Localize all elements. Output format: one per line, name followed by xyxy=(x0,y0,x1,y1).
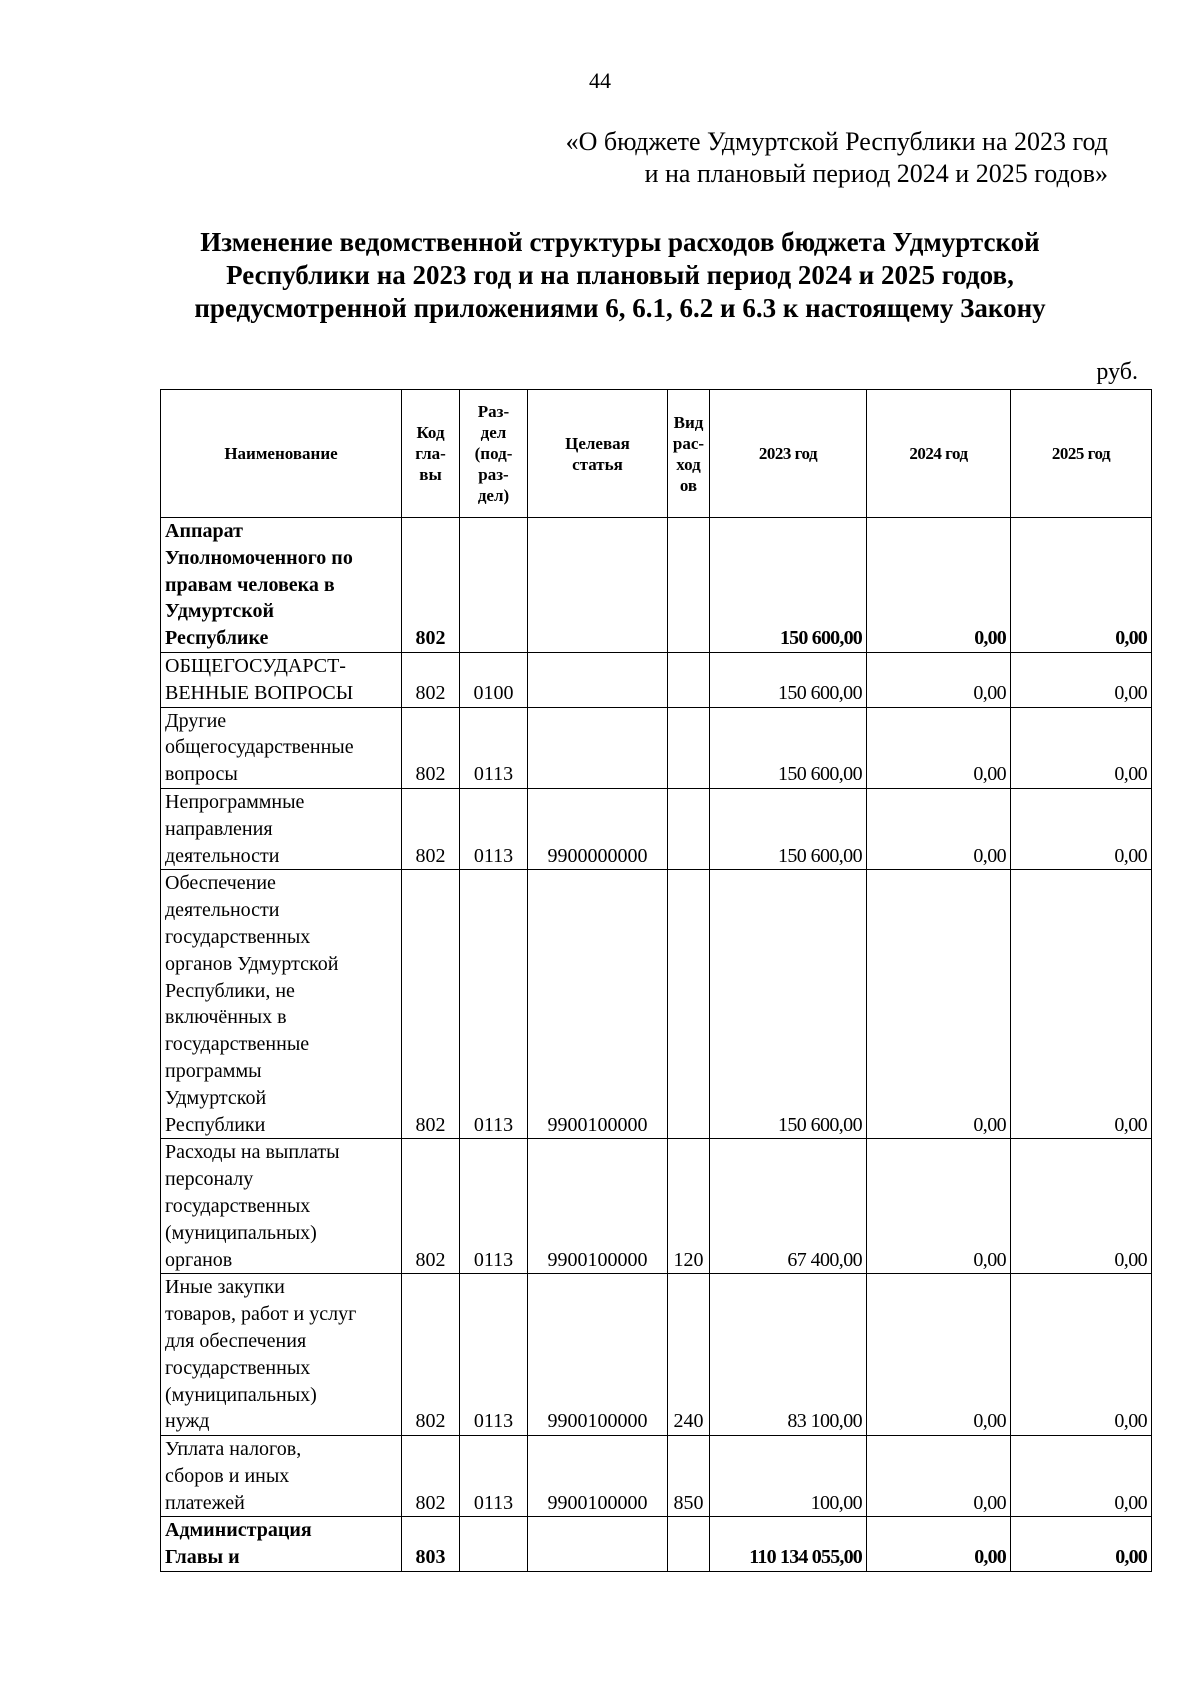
cell-target-article xyxy=(528,518,668,653)
table-row xyxy=(161,1139,1152,1274)
cell-amount-2025: 0,00 xyxy=(1011,788,1152,869)
cell-target-article: 9900000000 xyxy=(528,788,668,869)
cell-amount-2023: 110 134 055,00 xyxy=(710,1517,867,1572)
cell-amount-2025: 0,00 xyxy=(1011,707,1152,788)
cell-amount-2025: 0,00 xyxy=(1011,1274,1152,1436)
cell-expense-type xyxy=(668,870,710,1139)
cell-name-line: (муниципальных) xyxy=(165,1383,317,1406)
cell-amount-2023: 150 600,00 xyxy=(710,652,867,707)
budget-table xyxy=(160,389,1152,1572)
cell-name-line: деятельности xyxy=(165,844,280,867)
table-row xyxy=(161,870,1152,1139)
cell-chapter-code: 802 xyxy=(402,1436,460,1517)
table-row xyxy=(161,1517,1152,1572)
table-row xyxy=(161,652,1152,707)
cell-amount-2024: 0,00 xyxy=(867,788,1011,869)
cell-section: 0100 xyxy=(460,652,528,707)
cell-name-line: ОБЩЕГОСУДАРСТ- xyxy=(165,654,346,677)
document-title-line-2: Республики на 2023 год и на плановый период 2024 и 2025 годов, xyxy=(226,260,1014,290)
cell-chapter-code: 802 xyxy=(402,1139,460,1274)
table-header-row xyxy=(161,390,1152,518)
cell-name-line: общегосударственные xyxy=(165,736,354,759)
cell-expense-type: 120 xyxy=(668,1139,710,1274)
table-row xyxy=(161,788,1152,869)
cell-name xyxy=(161,1436,402,1517)
cell-target-article: 9900100000 xyxy=(528,1274,668,1436)
cell-amount-2023: 67 400,00 xyxy=(710,1139,867,1274)
law-reference xyxy=(408,126,1108,190)
cell-name-line: Другие xyxy=(165,709,227,732)
cell-chapter-code: 802 xyxy=(402,1274,460,1436)
cell-name-line: государственных xyxy=(165,925,311,948)
cell-amount-2025: 0,00 xyxy=(1011,1436,1152,1517)
cell-section: 0113 xyxy=(460,707,528,788)
cell-target-article: 9900100000 xyxy=(528,1436,668,1517)
cell-amount-2023: 150 600,00 xyxy=(710,518,867,653)
cell-name-line: включённых в xyxy=(165,1006,287,1029)
cell-section: 0113 xyxy=(460,870,528,1139)
cell-name-line: Республике xyxy=(165,627,269,650)
header-name: Наименование xyxy=(161,390,402,518)
cell-amount-2023: 150 600,00 xyxy=(710,707,867,788)
cell-name-line: Непрограммные xyxy=(165,790,305,813)
cell-name-line: платежей xyxy=(165,1491,245,1514)
cell-amount-2024: 0,00 xyxy=(867,870,1011,1139)
cell-name-line: государственные xyxy=(165,1033,310,1056)
cell-name-line: деятельности xyxy=(165,899,280,922)
cell-name xyxy=(161,870,402,1139)
table-row xyxy=(161,518,1152,653)
header-2023: 2023 год xyxy=(710,390,867,518)
cell-name-line: Республики, не xyxy=(165,979,295,1002)
cell-target-article: 9900100000 xyxy=(528,870,668,1139)
cell-name-line: вопросы xyxy=(165,763,238,786)
cell-name-line: Уполномоченного по xyxy=(165,546,353,569)
table-row xyxy=(161,1436,1152,1517)
cell-name-line: программы xyxy=(165,1059,262,1082)
cell-section: 0113 xyxy=(460,1139,528,1274)
cell-name-line: Обеспечение xyxy=(165,872,276,895)
law-reference-line-2: и на плановый период 2024 и 2025 годов» xyxy=(644,159,1108,188)
header-section: Раз- дел (под- раз- дел) xyxy=(460,390,528,518)
cell-amount-2025: 0,00 xyxy=(1011,1139,1152,1274)
cell-name-line: Уплата налогов, xyxy=(165,1438,302,1461)
cell-name xyxy=(161,1139,402,1274)
cell-target-article: 9900100000 xyxy=(528,1139,668,1274)
cell-name-line: Расходы на выплаты xyxy=(165,1141,340,1164)
cell-name xyxy=(161,788,402,869)
table-body xyxy=(161,518,1152,1572)
cell-amount-2024: 0,00 xyxy=(867,1139,1011,1274)
cell-amount-2025: 0,00 xyxy=(1011,518,1152,653)
cell-section xyxy=(460,518,528,653)
cell-chapter-code: 802 xyxy=(402,788,460,869)
cell-name-line: для обеспечения xyxy=(165,1329,307,1352)
cell-amount-2025: 0,00 xyxy=(1011,652,1152,707)
header-expense-type: Вид рас- ход ов xyxy=(668,390,710,518)
header-2025: 2025 год xyxy=(1011,390,1152,518)
cell-name-line: органов Удмуртской xyxy=(165,952,339,975)
cell-amount-2024: 0,00 xyxy=(867,1274,1011,1436)
cell-expense-type xyxy=(668,1517,710,1572)
cell-amount-2024: 0,00 xyxy=(867,1517,1011,1572)
cell-chapter-code: 802 xyxy=(402,707,460,788)
law-reference-line-1: «О бюджете Удмуртской Республики на 2023 год xyxy=(565,127,1108,156)
cell-section: 0113 xyxy=(460,1436,528,1517)
cell-name-line: Удмуртской xyxy=(165,600,275,623)
cell-name-line: Главы и xyxy=(165,1546,240,1569)
cell-name-line: нужд xyxy=(165,1410,210,1433)
cell-name-line: государственных xyxy=(165,1356,311,1379)
header-2024: 2024 год xyxy=(867,390,1011,518)
cell-name xyxy=(161,652,402,707)
cell-amount-2023: 83 100,00 xyxy=(710,1274,867,1436)
document-title xyxy=(140,226,1100,325)
cell-chapter-code: 802 xyxy=(402,518,460,653)
cell-amount-2023: 100,00 xyxy=(710,1436,867,1517)
cell-expense-type xyxy=(668,518,710,653)
cell-name-line: персоналу xyxy=(165,1168,254,1191)
cell-expense-type xyxy=(668,652,710,707)
cell-amount-2023: 150 600,00 xyxy=(710,870,867,1139)
cell-amount-2024: 0,00 xyxy=(867,652,1011,707)
cell-name xyxy=(161,1517,402,1572)
table-row xyxy=(161,707,1152,788)
cell-chapter-code: 802 xyxy=(402,870,460,1139)
cell-amount-2024: 0,00 xyxy=(867,518,1011,653)
cell-name xyxy=(161,518,402,653)
cell-section xyxy=(460,1517,528,1572)
cell-name-line: ВЕННЫЕ ВОПРОСЫ xyxy=(165,681,354,704)
cell-amount-2023: 150 600,00 xyxy=(710,788,867,869)
cell-name-line: Республики xyxy=(165,1113,266,1136)
cell-chapter-code: 803 xyxy=(402,1517,460,1572)
cell-amount-2025: 0,00 xyxy=(1011,1517,1152,1572)
cell-name-line: органов xyxy=(165,1248,233,1271)
document-title-line-3: предусмотренной приложениями 6, 6.1, 6.2 и 6.3 к настоящему Закону xyxy=(194,293,1046,323)
header-chapter-code: Код гла- вы xyxy=(402,390,460,518)
cell-amount-2024: 0,00 xyxy=(867,1436,1011,1517)
page-number: 44 xyxy=(589,68,611,93)
cell-expense-type: 240 xyxy=(668,1274,710,1436)
cell-name xyxy=(161,707,402,788)
cell-name-line: правам человека в xyxy=(165,573,335,596)
cell-target-article xyxy=(528,652,668,707)
cell-name-line: Администрация xyxy=(165,1519,312,1542)
cell-amount-2024: 0,00 xyxy=(867,707,1011,788)
cell-name-line: Иные закупки xyxy=(165,1276,285,1299)
cell-name-line: Аппарат xyxy=(165,520,243,542)
cell-chapter-code: 802 xyxy=(402,652,460,707)
header-target-article: Целевая статья xyxy=(528,390,668,518)
cell-name-line: сборов и иных xyxy=(165,1464,290,1487)
cell-name xyxy=(161,1274,402,1436)
cell-expense-type: 850 xyxy=(668,1436,710,1517)
cell-section: 0113 xyxy=(460,1274,528,1436)
cell-name-line: государственных xyxy=(165,1194,311,1217)
cell-name-line: товаров, работ и услуг xyxy=(165,1303,357,1326)
cell-name-line: (муниципальных) xyxy=(165,1221,317,1244)
document-title-line-1: Изменение ведомственной структуры расходов бюджета Удмуртской xyxy=(200,227,1040,257)
cell-name-line: направления xyxy=(165,817,273,840)
cell-section: 0113 xyxy=(460,788,528,869)
table-row xyxy=(161,1274,1152,1436)
cell-amount-2025: 0,00 xyxy=(1011,870,1152,1139)
cell-target-article xyxy=(528,707,668,788)
cell-expense-type xyxy=(668,707,710,788)
cell-name-line: Удмуртской xyxy=(165,1086,267,1109)
cell-target-article xyxy=(528,1517,668,1572)
cell-expense-type xyxy=(668,788,710,869)
currency-unit: руб. xyxy=(1096,359,1138,385)
